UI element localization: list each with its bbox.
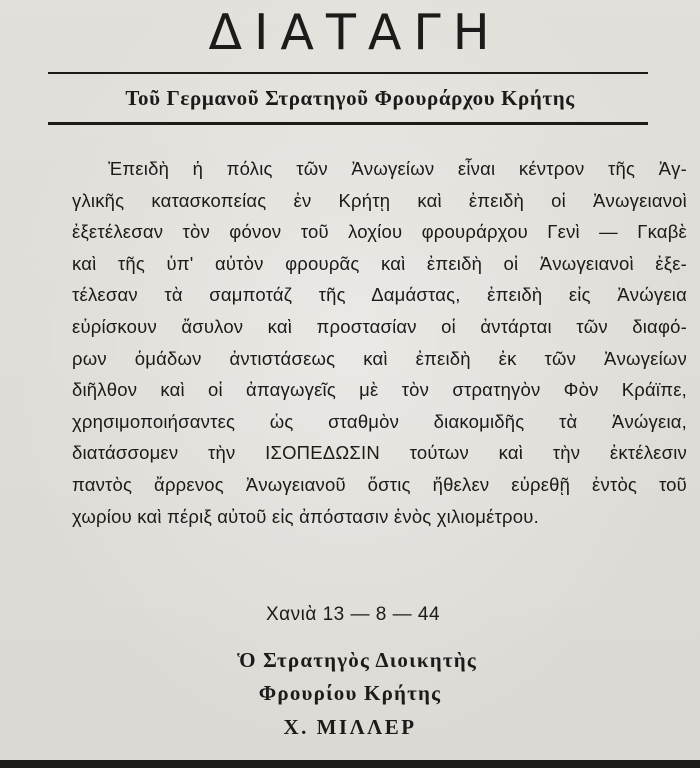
body-line: τέλεσαν τὰ σαμποτάζ τῆς Δαμάστας, ἐπειδὴ εἰς Ἀνώγεια <box>72 284 687 306</box>
body-line: ρων ὁμάδων ἀντιστάσεως καὶ ἐπειδὴ ἐκ τῶν Ἀνωγείων <box>72 347 687 369</box>
photo-border <box>0 760 700 768</box>
body-line: παντὸς ἄρρενος Ἀνωγειανοῦ ὅστις ἤθελεν εὑρεθῇ ἐντὸς τοῦ <box>72 473 687 495</box>
body-line: ἐξετέλεσαν τὸν φόνον τοῦ λοχίου φρουράρχου Γενὶ — Γκαβὲ <box>72 221 687 243</box>
signature-title: Ὁ Στρατηγὸς Διοικητὴς <box>237 648 477 672</box>
signature-name: Χ. ΜΙΛΛΕΡ <box>283 715 417 739</box>
body-line: εὑρίσκουν ἄσυλον καὶ προστασίαν οἱ ἀντάρται τῶν διαφό- <box>72 315 687 337</box>
document-title: ΔΙΑΤΑΓΗ <box>208 4 502 61</box>
title-rule-bottom <box>48 122 648 125</box>
body-line: καὶ τῆς ὑπ' αὐτὸν φρουρᾶς καὶ ἐπειδὴ οἱ Ἀνωγειανοὶ ἐξε- <box>72 252 687 274</box>
body-line: διῆλθον καὶ οἱ ἀπαγωγεῖς μὲ τὸν στρατηγὸν Φὸν Κράϊπε, <box>72 379 687 401</box>
body-line: χωρίου καὶ πέριξ αὐτοῦ εἰς ἀπόστασιν ἑνὸς χιλιομέτρου. <box>72 505 539 527</box>
body-line: γλικῆς κατασκοπείας ἐν Κρήτῃ καὶ ἐπειδὴ οἱ Ἀνωγειανοὶ <box>72 189 687 211</box>
document-subtitle: Τοῦ Γερμανοῦ Στρατηγοῦ Φρουράρχου Κρήτης <box>125 86 575 110</box>
body-line: διατάσσομεν τὴν ΙΣΟΠΕΔΩΣΙΝ τούτων καὶ τὴν ἐκτέλεσιν <box>72 442 687 464</box>
document-date: Χανιὰ 13 — 8 — 44 <box>265 604 441 625</box>
title-rule-top <box>48 72 648 74</box>
proclamation-body <box>72 153 687 532</box>
signature-command: Φρουρίου Κρήτης <box>258 681 442 705</box>
body-line: χρησιμοποιήσαντες ὡς σταθμὸν διακομιδῆς τὰ Ἀνώγεια, <box>72 410 687 432</box>
body-line: Ἐπειδὴ ἡ πόλις τῶν Ἀνωγείων εἶναι κέντρον τῆς Ἀγ- <box>108 158 687 179</box>
